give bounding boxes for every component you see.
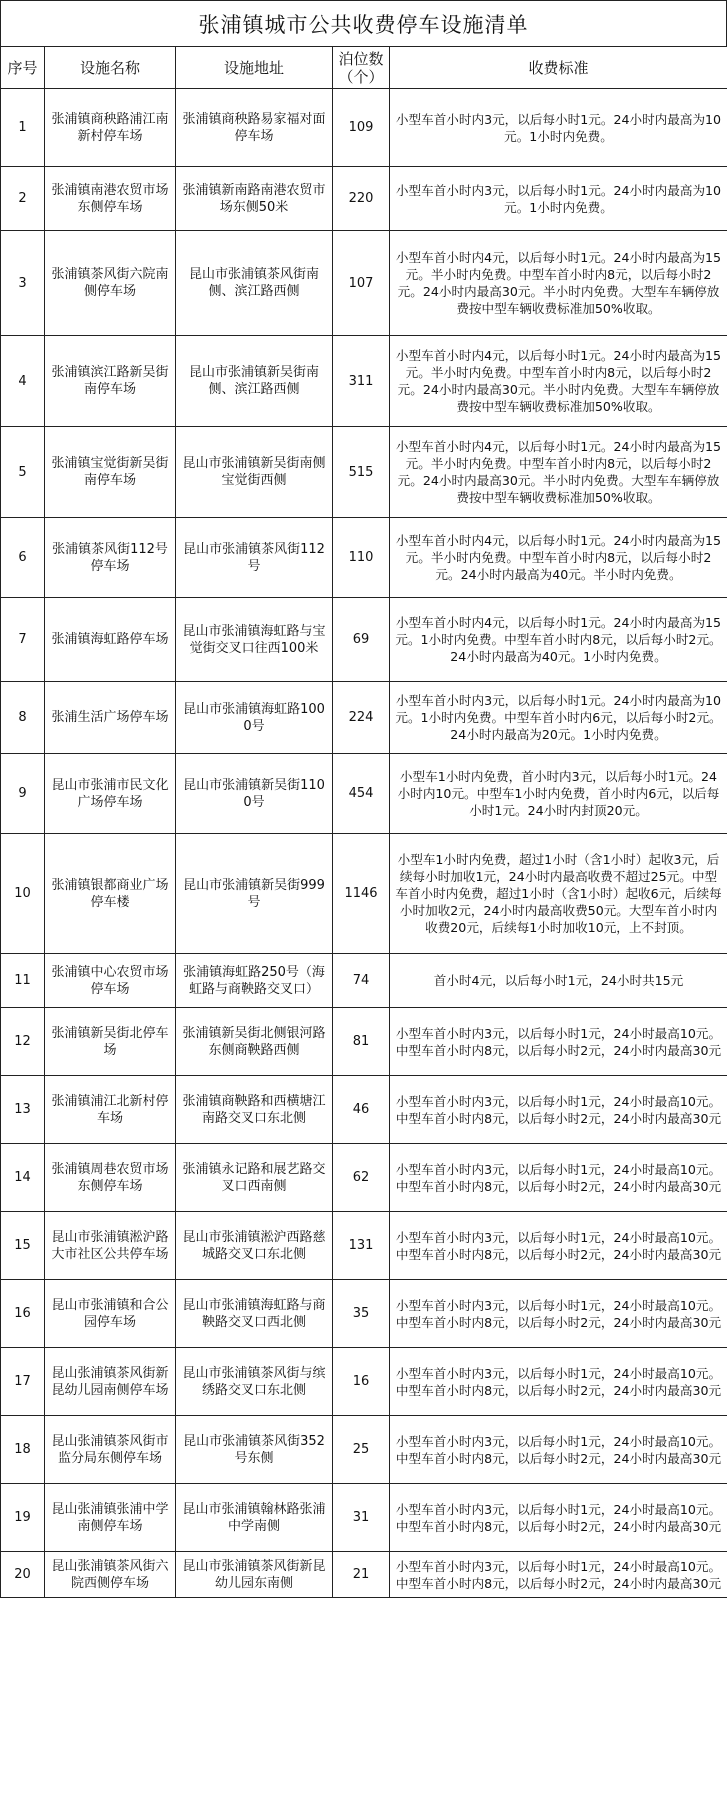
cell-no: 17 [1, 1348, 45, 1416]
cell-fee: 小型车1小时内免费，超过1小时（含1小时）起收3元，后续每小时加收1元，24小时内最高收费不超过25元。中型车首小时内免费，超过1小时（含1小时）起收6元，后续每小时加收2元，24小时内最高收费50元。大型车首小时内收费20元，后续每1小时加收10元，上不封顶。 [390, 834, 727, 954]
cell-name: 张浦镇滨江路新吴街南停车场 [45, 336, 176, 427]
cell-spaces: 69 [333, 598, 390, 682]
cell-spaces: 25 [333, 1416, 390, 1484]
table-row [1, 89, 727, 167]
cell-address: 昆山市张浦镇新吴街1100号 [176, 754, 333, 834]
cell-name: 昆山市张浦镇和合公园停车场 [45, 1280, 176, 1348]
cell-address: 昆山市张浦镇茶风街352号东侧 [176, 1416, 333, 1484]
cell-spaces: 515 [333, 427, 390, 518]
cell-fee: 小型车首小时内3元，以后每小时1元，24小时最高10元。中型车首小时内8元，以后每小时2元，24小时内最高30元 [390, 1212, 727, 1280]
cell-name: 昆山市张浦镇淞沪路大市社区公共停车场 [45, 1212, 176, 1280]
cell-fee: 小型车首小时内3元，以后每小时1元，24小时最高10元。中型车首小时内8元，以后每小时2元，24小时内最高30元 [390, 1144, 727, 1212]
cell-fee: 小型车首小时内3元，以后每小时1元，24小时最高10元。中型车首小时内8元，以后每小时2元，24小时内最高30元 [390, 1008, 727, 1076]
table-row [1, 1348, 727, 1416]
table-row [1, 954, 727, 1008]
cell-fee: 小型车首小时内4元，以后每小时1元。24小时内最高为15元。半小时内免费。中型车首小时内8元，以后每小时2元。24小时内最高为40元。半小时内免费。 [390, 518, 727, 598]
table-row [1, 167, 727, 231]
cell-spaces: 74 [333, 954, 390, 1008]
cell-spaces: 224 [333, 682, 390, 754]
cell-address: 昆山市张浦镇海虹路与宝觉街交叉口往西100米 [176, 598, 333, 682]
cell-fee: 小型车首小时内4元，以后每小时1元。24小时内最高为15元。半小时内免费。中型车首小时内8元，以后每小时2元。24小时内最高30元。半小时内免费。大型车车辆停放费按中型车辆收费标准加50%收取。 [390, 231, 727, 336]
table-row [1, 682, 727, 754]
cell-name: 张浦生活广场停车场 [45, 682, 176, 754]
cell-spaces: 454 [333, 754, 390, 834]
header-name: 设施名称 [45, 47, 176, 89]
table-row [1, 427, 727, 518]
cell-name: 张浦镇周巷农贸市场东侧停车场 [45, 1144, 176, 1212]
cell-no: 2 [1, 167, 45, 231]
cell-spaces: 46 [333, 1076, 390, 1144]
cell-address: 张浦镇新吴街北侧银河路东侧商鞅路西侧 [176, 1008, 333, 1076]
header-no: 序号 [1, 47, 45, 89]
cell-name: 昆山张浦镇茶风街六院西侧停车场 [45, 1552, 176, 1598]
cell-address: 昆山市张浦镇新吴街南侧、滨江路西侧 [176, 336, 333, 427]
table-row [1, 1144, 727, 1212]
cell-fee: 小型车首小时内3元，以后每小时1元。24小时内最高为10元。1小时内免费。 [390, 167, 727, 231]
cell-fee: 小型车首小时内4元，以后每小时1元。24小时内最高为15元。半小时内免费。中型车首小时内8元，以后每小时2元。24小时内最高30元。半小时内免费。大型车车辆停放费按中型车辆收费标准加50%收取。 [390, 336, 727, 427]
table-row [1, 1484, 727, 1552]
cell-no: 4 [1, 336, 45, 427]
cell-no: 15 [1, 1212, 45, 1280]
cell-spaces: 107 [333, 231, 390, 336]
header-spaces: 泊位数（个） [333, 47, 390, 89]
cell-address: 张浦镇商秧路易家福对面停车场 [176, 89, 333, 167]
cell-fee: 小型车首小时内3元，以后每小时1元，24小时最高10元。中型车首小时内8元，以后每小时2元，24小时内最高30元 [390, 1416, 727, 1484]
document-title: 张浦镇城市公共收费停车设施清单 [0, 0, 727, 46]
cell-no: 6 [1, 518, 45, 598]
cell-no: 16 [1, 1280, 45, 1348]
cell-spaces: 311 [333, 336, 390, 427]
cell-name: 张浦镇新吴街北停车场 [45, 1008, 176, 1076]
cell-fee: 小型车首小时内3元，以后每小时1元。24小时内最高为10元。1小时内免费。中型车首小时内6元，以后每小时2元。24小时内最高为20元。1小时内免费。 [390, 682, 727, 754]
cell-name: 张浦镇银都商业广场停车楼 [45, 834, 176, 954]
cell-no: 1 [1, 89, 45, 167]
cell-fee: 小型车首小时内3元，以后每小时1元，24小时最高10元。中型车首小时内8元，以后每小时2元，24小时内最高30元 [390, 1552, 727, 1598]
cell-fee: 小型车首小时内3元，以后每小时1元，24小时最高10元。中型车首小时内8元，以后每小时2元，24小时内最高30元 [390, 1280, 727, 1348]
table-row [1, 1008, 727, 1076]
cell-spaces: 21 [333, 1552, 390, 1598]
cell-fee: 首小时4元，以后每小时1元，24小时共15元 [390, 954, 727, 1008]
cell-no: 5 [1, 427, 45, 518]
cell-name: 张浦镇茶风街112号停车场 [45, 518, 176, 598]
table-row [1, 1076, 727, 1144]
cell-name: 张浦镇浦江北新村停车场 [45, 1076, 176, 1144]
cell-address: 昆山市张浦镇海虹路与商鞅路交叉口西北侧 [176, 1280, 333, 1348]
cell-spaces: 81 [333, 1008, 390, 1076]
cell-name: 张浦镇南港农贸市场东侧停车场 [45, 167, 176, 231]
table-row [1, 518, 727, 598]
cell-no: 11 [1, 954, 45, 1008]
table-row [1, 1212, 727, 1280]
cell-spaces: 109 [333, 89, 390, 167]
parking-facility-table [0, 46, 727, 1598]
cell-address: 昆山市张浦镇新吴街999号 [176, 834, 333, 954]
header-address: 设施地址 [176, 47, 333, 89]
cell-address: 昆山市张浦镇新吴街南侧宝觉街西侧 [176, 427, 333, 518]
cell-address: 张浦镇永记路和展艺路交叉口西南侧 [176, 1144, 333, 1212]
cell-address: 张浦镇新南路南港农贸市场东侧50米 [176, 167, 333, 231]
table-header-row [1, 47, 727, 89]
cell-spaces: 16 [333, 1348, 390, 1416]
cell-name: 昆山张浦镇茶风街市监分局东侧停车场 [45, 1416, 176, 1484]
cell-fee: 小型车首小时内3元，以后每小时1元，24小时最高10元。中型车首小时内8元，以后每小时2元，24小时内最高30元 [390, 1484, 727, 1552]
cell-fee: 小型车首小时内4元，以后每小时1元。24小时内最高为15元。半小时内免费。中型车首小时内8元，以后每小时2元。24小时内最高30元。半小时内免费。大型车车辆停放费按中型车辆收费标准加50%收取。 [390, 427, 727, 518]
cell-spaces: 131 [333, 1212, 390, 1280]
table-row [1, 1552, 727, 1598]
cell-name: 张浦镇商秧路浦江南新村停车场 [45, 89, 176, 167]
cell-no: 20 [1, 1552, 45, 1598]
cell-spaces: 220 [333, 167, 390, 231]
cell-name: 张浦镇海虹路停车场 [45, 598, 176, 682]
cell-spaces: 35 [333, 1280, 390, 1348]
cell-address: 昆山市张浦镇茶风街南侧、滨江路西侧 [176, 231, 333, 336]
cell-no: 14 [1, 1144, 45, 1212]
cell-name: 昆山张浦镇张浦中学南侧停车场 [45, 1484, 176, 1552]
cell-name: 张浦镇中心农贸市场停车场 [45, 954, 176, 1008]
table-row [1, 1416, 727, 1484]
cell-no: 9 [1, 754, 45, 834]
cell-no: 13 [1, 1076, 45, 1144]
table-row [1, 1280, 727, 1348]
cell-no: 3 [1, 231, 45, 336]
table-row [1, 231, 727, 336]
header-fee: 收费标准 [390, 47, 727, 89]
cell-fee: 小型车1小时内免费，首小时内3元，以后每小时1元。24小时内10元。中型车1小时内免费，首小时内6元，以后每小时1元。24小时内封顶20元。 [390, 754, 727, 834]
cell-no: 19 [1, 1484, 45, 1552]
cell-spaces: 62 [333, 1144, 390, 1212]
cell-no: 12 [1, 1008, 45, 1076]
cell-name: 昆山市张浦市民文化广场停车场 [45, 754, 176, 834]
cell-spaces: 110 [333, 518, 390, 598]
cell-address: 昆山市张浦镇茶风街与缤绣路交叉口东北侧 [176, 1348, 333, 1416]
cell-address: 昆山市张浦镇翰林路张浦中学南侧 [176, 1484, 333, 1552]
cell-no: 10 [1, 834, 45, 954]
cell-no: 8 [1, 682, 45, 754]
table-row [1, 598, 727, 682]
cell-fee: 小型车首小时内3元，以后每小时1元。24小时内最高为10元。1小时内免费。 [390, 89, 727, 167]
cell-address: 昆山市张浦镇茶风街112号 [176, 518, 333, 598]
cell-spaces: 31 [333, 1484, 390, 1552]
cell-fee: 小型车首小时内3元，以后每小时1元，24小时最高10元。中型车首小时内8元，以后每小时2元，24小时内最高30元 [390, 1076, 727, 1144]
cell-no: 18 [1, 1416, 45, 1484]
cell-address: 昆山市张浦镇茶风街新昆幼儿园东南侧 [176, 1552, 333, 1598]
cell-name: 张浦镇茶风街六院南侧停车场 [45, 231, 176, 336]
cell-fee: 小型车首小时内4元，以后每小时1元。24小时内最高为15元。1小时内免费。中型车首小时内8元，以后每小时2元。24小时内最高为40元。1小时内免费。 [390, 598, 727, 682]
cell-fee: 小型车首小时内3元，以后每小时1元，24小时最高10元。中型车首小时内8元，以后每小时2元，24小时内最高30元 [390, 1348, 727, 1416]
table-row [1, 834, 727, 954]
cell-address: 昆山市张浦镇海虹路1000号 [176, 682, 333, 754]
table-row [1, 336, 727, 427]
cell-address: 昆山市张浦镇淞沪西路慈城路交叉口东北侧 [176, 1212, 333, 1280]
table-row [1, 754, 727, 834]
cell-name: 昆山张浦镇茶风街新昆幼儿园南侧停车场 [45, 1348, 176, 1416]
cell-name: 张浦镇宝觉街新吴街南停车场 [45, 427, 176, 518]
cell-address: 张浦镇海虹路250号（海虹路与商鞅路交叉口） [176, 954, 333, 1008]
cell-address: 张浦镇商鞅路和西横塘江南路交叉口东北侧 [176, 1076, 333, 1144]
cell-spaces: 1146 [333, 834, 390, 954]
cell-no: 7 [1, 598, 45, 682]
